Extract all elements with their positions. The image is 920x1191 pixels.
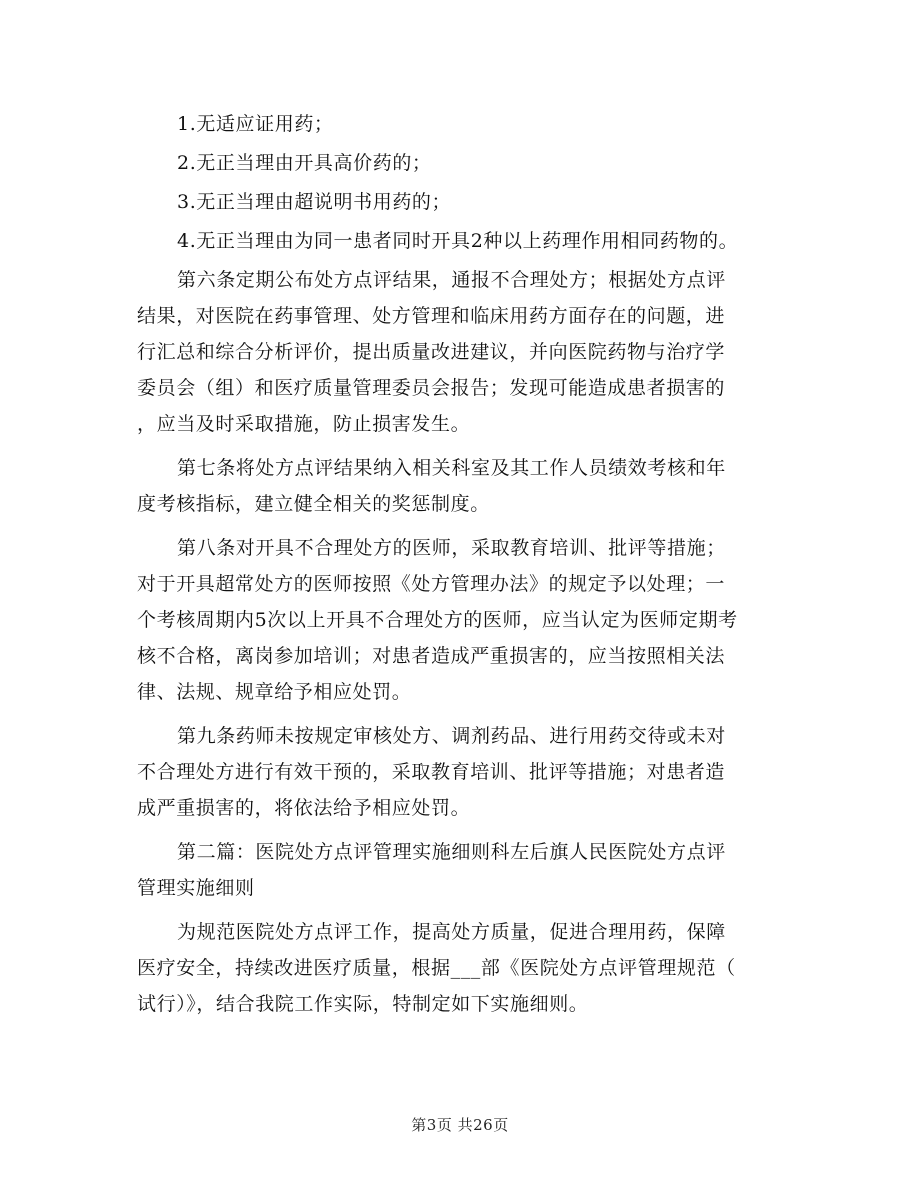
- text-line: 第二篇：医院处方点评管理实施细则科左后旗人民医院处方点评: [177, 841, 726, 863]
- text-line: 成严重损害的，将依法给予相应处罚。: [137, 797, 471, 819]
- text-line: 1.无适应证用药；: [177, 113, 334, 135]
- text-line: 管理实施细则: [137, 877, 255, 899]
- document-body: [137, 106, 783, 1030]
- paragraph-item-1: [137, 106, 783, 142]
- paragraph-article-8: [137, 530, 783, 710]
- text-line: 第六条定期公布处方点评结果，通报不合理处方；根据处方点评: [177, 269, 726, 291]
- text-line: 不合理处方进行有效干预的，采取教育培训、批评等措施；对患者造: [137, 761, 726, 783]
- text-line: 个考核周期内5次以上开具不合理处方的医师，应当认定为医师定期考: [137, 609, 738, 631]
- text-line: ，应当及时采取措施，防止损害发生。: [137, 413, 471, 435]
- text-line: 结果，对医院在药事管理、处方管理和临床用药方面存在的问题，进: [137, 305, 726, 327]
- text-line: 度考核指标，建立健全相关的奖惩制度。: [137, 493, 490, 515]
- text-line: 核不合格，离岗参加培训；对患者造成严重损害的，应当按照相关法: [137, 645, 726, 667]
- text-line: 试行）》，结合我院工作实际，特制定如下实施细则。: [137, 993, 589, 1015]
- text-line: 医疗安全，持续改进医疗质量，根据___部《医院处方点评管理规范（: [137, 957, 736, 979]
- text-line: 为规范医院处方点评工作，提高处方质量，促进合理用药，保障: [177, 921, 726, 943]
- text-line: 4.无正当理由为同一患者同时开具2种以上药理作用相同药物的。: [177, 230, 739, 252]
- text-line: 2.无正当理由开具高价药的；: [177, 152, 432, 174]
- paragraph-item-3: [137, 184, 783, 220]
- text-line: 委员会（组）和医疗质量管理委员会报告；发现可能造成患者损害的: [137, 377, 726, 399]
- text-line: 第七条将处方点评结果纳入相关科室及其工作人员绩效考核和年: [177, 457, 726, 479]
- text-line: 第八条对开具不合理处方的医师，采取教育培训、批评等措施；: [177, 537, 726, 559]
- page-number-footer: 第3页 共26页: [411, 1116, 509, 1134]
- text-line: 行汇总和综合分析评价，提出质量改进建议，并向医院药物与治疗学: [137, 341, 726, 363]
- text-line: 对于开具超常处方的医师按照《处方管理办法》的规定予以处理；一: [137, 573, 726, 595]
- text-line: 第九条药师未按规定审核处方、调剂药品、进行用药交待或未对: [177, 725, 726, 747]
- paragraph-item-2: [137, 145, 783, 181]
- paragraph-part-two-heading: [137, 834, 783, 906]
- text-line: 3.无正当理由超说明书用药的；: [177, 191, 452, 213]
- paragraph-preamble: [137, 914, 783, 1022]
- paragraph-article-6: [137, 262, 783, 442]
- paragraph-item-4: [137, 223, 783, 259]
- paragraph-article-7: [137, 450, 783, 522]
- text-line: 律、法规、规章给予相应处罚。: [137, 681, 412, 703]
- paragraph-article-9: [137, 718, 783, 826]
